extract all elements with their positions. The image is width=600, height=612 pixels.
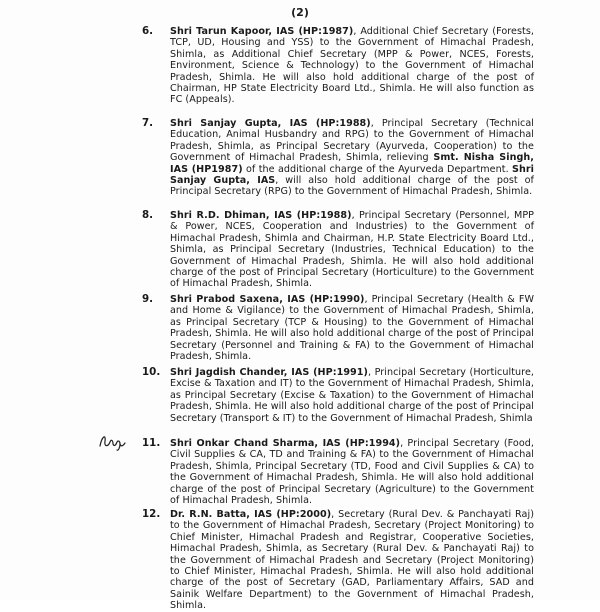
- item-text: [170, 509, 534, 612]
- item-number: 8.: [142, 209, 154, 221]
- item-text: [170, 367, 534, 424]
- order-text: , Principal Secretary (Horticulture, Excise & Taxation and IT) to the Government of Himachal Pradesh, Shimla, as Principal Secretary (Excise & Taxation) to the Government of Himachal Pradesh, Shimla. He will also hold additional charge of the post of Principal Secretary (Transport & IT) to the Government of Himachal Pradesh, Shimla: [170, 367, 535, 424]
- order-item-12: [142, 509, 534, 612]
- order-text: , Additional Chief Secretary (Forests, TCP, UD, Housing and YSS) to the Government of Himachal Pradesh, Shimla, as Additional Chief Secretary (MPP & Power, NCES, Forests, Environment, Science & Technology) to the Government of Himachal Pradesh, Shimla. He will also hold additional charge of the post of Chairman, HP State Electricity Board Ltd., Shimla. He will also function as FC (Appeals).: [170, 26, 534, 106]
- item-text: [170, 294, 534, 362]
- item-number: 11.: [142, 437, 161, 449]
- order-item-6: [142, 26, 534, 106]
- item-text: [170, 438, 534, 506]
- item-text: [170, 26, 534, 106]
- order-item-11: [142, 438, 534, 506]
- officer-name: Shri Jagdish Chander, IAS (HP:1991): [170, 367, 368, 378]
- item-number: 6.: [142, 25, 154, 37]
- officer-name: Shri Prabod Saxena, IAS (HP:1990): [170, 294, 365, 305]
- order-text: , Principal Secretary (Personnel, MPP & Power, NCES, Cooperation and Industries) to the Government of Himachal Pradesh, Shimla and Chairman, H.P. State Electricity Board Ltd., Shimla, as Principal Secretary (Industries, Technical Education) to the Government of Himachal Pradesh, Shimla. He will also hold additional charge of the post of Principal Secretary (Horticulture) to the Government of Himachal Pradesh, Shimla.: [170, 210, 534, 290]
- order-text: , Principal Secretary (Technical Education, Animal Husbandry and RPG) to the Government of Himachal Pradesh, Shimla, as Principal Secretary (Ayurveda, Cooperation) to the Government of Himachal Pradesh, Shimla, relieving: [170, 118, 535, 164]
- order-text: , will also hold additional charge of the post of Principal Secretary (RPG) to the Government of Himachal Pradesh, Shimla.: [170, 175, 534, 198]
- order-text: , Principal Secretary (Health & FW and Home & Vigilance) to the Government of Himachal Pradesh, Shimla, as Principal Secretary (TCP & Housing) to the Government of Himachal Pradesh, Shimla. He will also hold additional charge of the post of Principal Secretary (Personnel and Training & FA) to the Government of Himachal Pradesh, Shimla.: [170, 294, 534, 363]
- order-text: , Principal Secretary (Food, Civil Supplies & CA, TD and Training & FA) to the Government of Himachal Pradesh, Shimla, Principal Secretary (TD, Food and Civil Supplies & CA) to the Government of Himachal Pradesh, Shimla. He will also hold additional charge of the post of Principal Secretary (Agriculture) to the Government of Himachal Pradesh, Shimla.: [170, 438, 534, 507]
- officer-name: Shri Sanjay Gupta, IAS: [170, 163, 535, 187]
- officer-name: Shri Tarun Kapoor, IAS (HP:1987): [170, 26, 354, 37]
- signature-mark: [96, 432, 132, 452]
- officer-name: Smt. Nisha Singh, IAS (HP1987): [170, 152, 534, 175]
- order-text: , Secretary (Rural Dev. & Panchayati Raj) to the Government of Himachal Pradesh, Secretary (Project Monitoring) to Chief Minister, Himachal Pradesh and Registrar, Cooperative Societies, Himachal Pradesh, Shimla, as Secretary (Rural Dev. & Panchayati Raj) to the Government of Himachal Pradesh and Secretary (Project Monitoring) to Chief Minister, Himachal Pradesh, Shimla. He will also hold additional charge of the post of Secretary (GAD, Parliamentary Affairs, SAD and Sainik Welfare Department) to the Government of Himachal Pradesh, Shimla.: [170, 509, 534, 612]
- item-number: 10.: [142, 366, 161, 378]
- item-number: 12.: [142, 508, 161, 520]
- order-item-7: [142, 118, 534, 198]
- officer-name: Shri Sanjay Gupta, IAS (HP:1988): [170, 118, 371, 129]
- item-text: [170, 118, 534, 198]
- officer-name: Shri R.D. Dhiman, IAS (HP:1988): [170, 210, 352, 221]
- item-number: 9.: [142, 293, 154, 305]
- item-number: 7.: [142, 117, 154, 129]
- order-item-8: [142, 210, 534, 290]
- officer-name: Dr. R.N. Batta, IAS (HP:2000): [170, 509, 332, 520]
- item-text: [170, 210, 534, 290]
- page-number: (2): [291, 6, 309, 19]
- officer-name: Shri Onkar Chand Sharma, IAS (HP:1994): [170, 438, 401, 449]
- order-text: of the additional charge of the Ayurveda Department.: [242, 163, 513, 175]
- order-item-10: [142, 367, 534, 424]
- order-item-9: [142, 294, 534, 362]
